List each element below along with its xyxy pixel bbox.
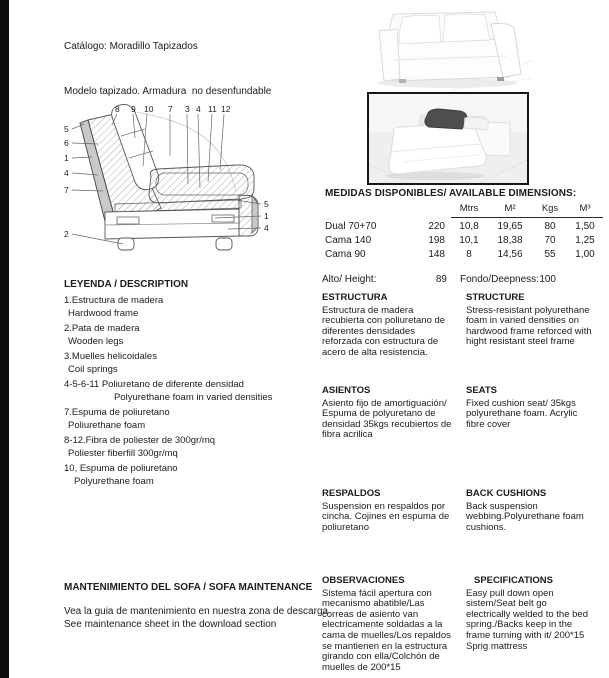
legend-item: 3.Muelles helicoidales Coil springs bbox=[64, 351, 157, 375]
col-header-kgs: Kgs bbox=[533, 202, 567, 218]
part-label: 4 bbox=[264, 223, 269, 233]
legend-item: 1.Estructura de madera Hardwood frame bbox=[64, 295, 164, 319]
section-title-es: ESTRUCTURA bbox=[322, 292, 388, 303]
table-cell: 1,50 bbox=[575, 221, 595, 232]
part-label: 9 bbox=[131, 104, 136, 114]
part-label: 12 bbox=[221, 104, 231, 114]
sofa-closed-photo bbox=[357, 0, 532, 90]
section-title-es: OBSERVACIONES bbox=[322, 575, 405, 586]
table-cell: 70 bbox=[544, 235, 556, 246]
table-cell: 19,65 bbox=[497, 221, 523, 232]
model-subtitle: Modelo tapizado. Armadura no desenfundable bbox=[64, 86, 272, 97]
section-title-en: SEATS bbox=[466, 385, 497, 396]
col-header-m2: M² bbox=[487, 202, 533, 218]
table-cell: 220 bbox=[428, 221, 445, 232]
part-label: 3 bbox=[185, 104, 190, 114]
table-cell: 148 bbox=[428, 249, 445, 260]
section-title-es: ASIENTOS bbox=[322, 385, 371, 396]
section-body-es: Suspension en respaldos por cincha. Cojines en espuma de poliuretano bbox=[322, 500, 450, 533]
part-label: 1 bbox=[64, 153, 69, 163]
section-body-es: Sistema fácil apertura con mecanismo abatible/Las correas de asiento van electricamente soldadas a la cama de muelles/Los repaldos se mantienen en la estructura girando con ella/Colchón de muelles de 200*15 bbox=[322, 587, 451, 673]
part-label: 4 bbox=[64, 168, 69, 178]
section-title-en: BACK CUSHIONS bbox=[466, 488, 547, 499]
part-label: 4 bbox=[196, 104, 201, 114]
maintenance-block bbox=[64, 581, 364, 631]
section-body-es: Estructura de madera recubierta con poliuretano de diferentes densidades reforzada con estructura de acero de alta resistencia. bbox=[322, 304, 446, 358]
section-body-en: Stress-resistant polyurethane foam in varied densities on hardwood frame reforced with hight resistant steel frame bbox=[466, 304, 592, 348]
part-label: 7 bbox=[64, 185, 69, 195]
section-body-es: Asiento fijo de amortiguación/ Espuma de polyuretano de densidad 35kgs recubiertos de fibra acrilica bbox=[322, 397, 452, 441]
part-label: 8 bbox=[115, 104, 120, 114]
section-body-en: Back suspension webbing.Polyurethane foam cushions. bbox=[466, 500, 584, 533]
maintenance-line-en: See maintenance sheet in the download section bbox=[64, 619, 277, 630]
section-body-en: Fixed cushion seat/ 35kgs polyurethane foam. Acrylic fibre cover bbox=[466, 397, 578, 430]
legend-item: 2.Pata de madera Wooden legs bbox=[64, 323, 140, 347]
col-header-m3: M³ bbox=[567, 202, 603, 218]
dimensions-table bbox=[325, 202, 593, 262]
section-title-es: RESPALDOS bbox=[322, 488, 381, 499]
depth-label: Fondo/Deepness: bbox=[460, 274, 539, 285]
table-row-name: Cama 90 bbox=[325, 249, 366, 260]
section-structure bbox=[322, 293, 598, 359]
part-label: 6 bbox=[64, 138, 69, 148]
col-header-mtrs: Mtrs bbox=[451, 202, 487, 218]
depth-value: 100 bbox=[539, 274, 556, 285]
diagram-shapes bbox=[80, 104, 258, 250]
height-label: Alto/ Height: bbox=[322, 274, 377, 285]
table-cell: 55 bbox=[544, 249, 556, 260]
height-value: 89 bbox=[435, 274, 447, 285]
sofa-body bbox=[379, 12, 521, 83]
section-seats bbox=[322, 386, 598, 441]
page-left-border bbox=[0, 0, 9, 678]
table-cell: 10,1 bbox=[459, 235, 479, 246]
part-label: 5 bbox=[64, 124, 69, 134]
table-row-name: Dual 70+70 bbox=[325, 221, 377, 232]
part-label: 7 bbox=[168, 104, 173, 114]
part-label: 5 bbox=[264, 199, 269, 209]
legend-item: 8-12.Fibra de poliester de 300gr/mq Poliester fiberfill 300gr/mq bbox=[64, 435, 216, 459]
sofa-cross-section-diagram bbox=[55, 96, 290, 256]
maintenance-title: MANTENIMIENTO DEL SOFA / SOFA MAINTENANCE bbox=[64, 582, 313, 593]
legend-block bbox=[64, 278, 296, 490]
table-row-name: Cama 140 bbox=[325, 235, 372, 246]
section-title-en: SPECIFICATIONS bbox=[474, 575, 553, 586]
section-title-en: STRUCTURE bbox=[466, 292, 525, 303]
table-cell: 198 bbox=[428, 235, 445, 246]
legend-item: 7.Espuma de poliuretano Poliurethane foam bbox=[64, 407, 170, 431]
part-label: 10 bbox=[144, 104, 154, 114]
legend-item: 4-5-6-11 Poliuretano de diferente densidad Polyurethane foam in varied densities bbox=[64, 379, 273, 403]
maintenance-line-es: Vea la guia de mantenimiento en nuestra zona de descarga bbox=[64, 606, 329, 617]
part-label: 11 bbox=[208, 104, 217, 114]
height-depth-row bbox=[322, 274, 594, 288]
dimensions-block bbox=[325, 188, 593, 262]
section-back-cushions bbox=[322, 489, 598, 533]
part-label: 2 bbox=[64, 229, 69, 239]
table-cell: 80 bbox=[544, 221, 556, 232]
legend-title: LEYENDA / DESCRIPTION bbox=[64, 279, 189, 290]
table-cell: 10,8 bbox=[459, 221, 479, 232]
catalog-title: Catálogo: Moradillo Tapizados bbox=[64, 41, 198, 52]
sofa-open-bed-photo bbox=[367, 92, 529, 185]
legend-item: 10, Espuma de poliuretano Polyurethane foam bbox=[64, 463, 178, 487]
dark-pillow bbox=[425, 109, 467, 129]
dimensions-title: MEDIDAS DISPONIBLES/ AVAILABLE DIMENSIONS: bbox=[325, 188, 577, 199]
table-cell: 18,38 bbox=[497, 235, 523, 246]
part-label: 1 bbox=[264, 211, 269, 221]
table-cell: 8 bbox=[466, 249, 472, 260]
section-body-en: Easy pull down open sistem/Seat belt go electrically welded to the bed spring./Backs keep in the frame turning with it/ 200*15 Sprig mattress bbox=[466, 587, 588, 652]
table-cell: 14,56 bbox=[497, 249, 523, 260]
table-cell: 1,00 bbox=[575, 249, 595, 260]
table-cell: 1,25 bbox=[575, 235, 595, 246]
